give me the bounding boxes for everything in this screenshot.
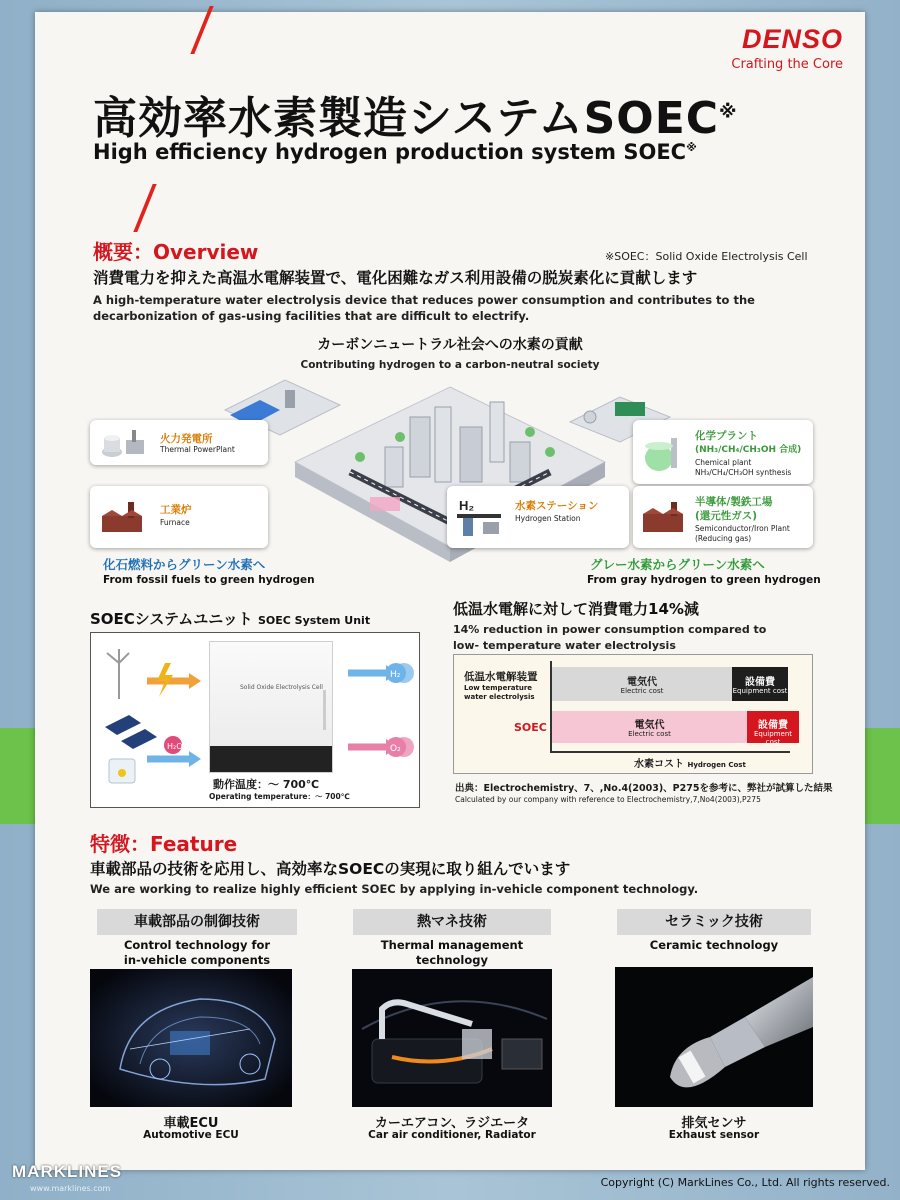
red-slash-decoration	[190, 6, 213, 54]
card-en-sub: NH₃/CH₄/CH₃OH synthesis	[695, 468, 792, 477]
feature-en-thermal: Thermal management technology	[380, 938, 524, 967]
chemical-plant-icon	[641, 430, 687, 476]
card-en-sub: (Reducing gas)	[695, 534, 752, 543]
feature-caption-jp-sensor: 排気センサ	[681, 1116, 747, 1131]
marklines-watermark: MARKLINES	[12, 1162, 123, 1181]
feature-caption-jp-ecu: 車載ECU	[163, 1116, 219, 1131]
card-jp: 化学プラント	[695, 430, 758, 442]
bar-equip-jp: 設備費	[758, 720, 788, 731]
power-plant-icon	[98, 426, 150, 460]
source-en: Calculated by our company with reference to Electrochemistry,7,No4(2003),P275	[455, 795, 761, 804]
renewable-inputs-icons	[97, 641, 207, 791]
cabinet-base	[210, 746, 332, 772]
system-unit-heading: SOECシステムユニット SOEC System Unit	[90, 610, 371, 628]
bar-electric-jp: 電気代	[634, 720, 665, 731]
card-hydrogen-station	[447, 486, 629, 548]
card-en: Semiconductor/Iron Plant	[695, 524, 790, 533]
feature-caption-en-ecu: Automotive ECU	[143, 1129, 239, 1141]
feature-heading: 特徴：Feature	[90, 832, 238, 856]
thermal-graphic	[352, 969, 552, 1107]
cabinet-label: Solid Oxide Electrolysis Cell	[240, 684, 323, 691]
cost-axis-label: 水素コスト Hydrogen Cost	[634, 759, 746, 770]
left-caption-jp: 化石燃料からグリーン水素へ	[103, 557, 266, 572]
low-temp-equipment-bar	[732, 667, 788, 701]
bar-electric-en: Electric cost	[620, 687, 664, 695]
furnace-icon	[98, 498, 150, 536]
bar-equip-en: Equipment cost	[732, 687, 788, 695]
exhaust-sensor-image	[615, 967, 813, 1107]
automotive-ecu-image	[90, 969, 292, 1107]
reduction-heading-jp: 低温水電解に対して消費電力14%減	[453, 600, 699, 618]
cabinet-handle	[323, 690, 326, 730]
feature-caption-jp-ac: カーエアコン、ラジエータ	[374, 1116, 530, 1131]
marklines-url: www.marklines.com	[30, 1184, 111, 1193]
svg-text:H₂: H₂	[459, 498, 475, 513]
hydrogen-output-label: H₂	[390, 670, 401, 680]
ecu-graphic	[90, 969, 292, 1107]
operating-temp-en: Operating temperature：～ 700℃	[209, 792, 350, 801]
bar-equip-en: Equipment cost	[754, 730, 792, 746]
poster-board	[35, 12, 865, 1170]
feature-lead-jp: 車載部品の技術を応用し、高効率なSOECの実現に取り組んでいます	[90, 860, 571, 878]
source-jp: 出典：Electrochemistry、7、,No.4(2003)、P275を参考に、弊社が試算した結果	[455, 783, 833, 794]
card-en: Furnace	[160, 518, 190, 527]
soec-unit-cabinet	[209, 641, 333, 773]
cost-comparison-panel	[453, 654, 813, 774]
feature-lead-en: We are working to realize highly efficient SOEC by applying in-vehicle component technology.	[90, 882, 699, 896]
overview-heading: 概要：Overview	[93, 240, 259, 264]
row1-label-en: Low temperature water electrolysis	[464, 684, 535, 701]
hydrogen-station-icon	[455, 494, 503, 540]
card-en: Chemical plant	[695, 458, 752, 467]
overview-lead-jp: 消費電力を抑えた高温水電解装置で、電化困難なガス利用設備の脱炭素化に貢献します	[93, 269, 698, 287]
illustration-title-jp: カーボンニュートラル社会への水素の貢献	[317, 337, 583, 353]
card-jp: 工業炉	[160, 504, 192, 516]
bar-equip-jp: 設備費	[745, 677, 775, 688]
card-jp-sub: (NH₃/CH₄/CH₃OH 合成)	[695, 445, 802, 455]
card-jp: 火力発電所	[160, 433, 213, 445]
title-jp: 高効率水素製造システムSOEC※	[93, 93, 738, 144]
soec-footnote: ※SOEC：Solid Oxide Electrolysis Cell	[605, 250, 808, 263]
card-chemical-plant	[633, 420, 813, 484]
row1-label-jp: 低温水電解装置	[464, 671, 538, 683]
system-unit-panel	[90, 632, 420, 808]
denso-logo	[731, 24, 843, 72]
low-temp-electric-bar	[552, 667, 732, 701]
card-en: Thermal PowerPlant	[160, 445, 235, 454]
logo-brand: DENSO	[741, 24, 843, 54]
feature-label-ceramic: セラミック技術	[617, 909, 811, 935]
left-caption-en: From fossil fuels to green hydrogen	[103, 574, 315, 586]
outputs-icons	[346, 655, 416, 765]
reduction-heading-en: 14% reduction in power consumption compared to low- temperature water electrolysis	[453, 623, 767, 652]
row2-label: SOEC	[514, 721, 547, 734]
feature-label-control: 車載部品の制御技術	[97, 909, 297, 935]
feature-label-thermal: 熱マネ技術	[353, 909, 551, 935]
red-slash-decoration	[133, 184, 156, 232]
card-thermal-power-plant	[90, 420, 268, 465]
soec-equipment-bar	[747, 711, 799, 746]
card-en: Hydrogen Station	[515, 514, 581, 523]
feature-caption-en-ac: Car air conditioner, Radiator	[368, 1129, 536, 1141]
right-caption-en: From gray hydrogen to green hydrogen	[587, 574, 821, 586]
right-caption-jp: グレー水素からグリーン水素へ	[590, 557, 765, 572]
illustration-title-en: Contributing hydrogen to a carbon-neutral society	[300, 359, 600, 371]
logo-tagline: Crafting the Core	[731, 57, 843, 72]
cost-axis-horizontal	[550, 751, 790, 753]
green-wall-strip	[865, 728, 900, 824]
feature-en-control: Control technology for in-vehicle components	[123, 938, 271, 967]
iron-plant-icon	[641, 498, 687, 536]
oxygen-output-label: O₂	[390, 744, 401, 754]
copyright-notice: Copyright (C) MarkLines Co., Ltd. All rights reserved.	[600, 1176, 890, 1189]
bar-electric-jp: 電気代	[627, 677, 657, 688]
overview-lead-en: A high-temperature water electrolysis device that reduces power consumption and contributes to the decarbonization of gas-using facilities that are difficult to electrify.	[93, 293, 755, 323]
operating-temp-jp: 動作温度：～ 700℃	[213, 778, 320, 791]
card-semiconductor-iron-plant	[633, 486, 813, 548]
feature-caption-en-sensor: Exhaust sensor	[668, 1129, 760, 1141]
card-jp: 水素ステーション	[515, 500, 599, 512]
soec-electric-bar	[552, 711, 747, 743]
water-molecule-label: H₂O	[167, 742, 183, 751]
car-ac-radiator-image	[352, 969, 552, 1107]
card-jp: 半導体/製鉄工場	[695, 496, 773, 508]
card-jp-sub: (還元性ガス)	[695, 510, 758, 522]
card-furnace	[90, 486, 268, 548]
bar-electric-en: Electric cost	[628, 730, 671, 738]
green-wall-strip	[0, 728, 35, 824]
sensor-graphic	[615, 967, 813, 1107]
title-en: High efficiency hydrogen production system SOEC※	[93, 140, 697, 164]
feature-en-ceramic: Ceramic technology	[649, 938, 779, 952]
